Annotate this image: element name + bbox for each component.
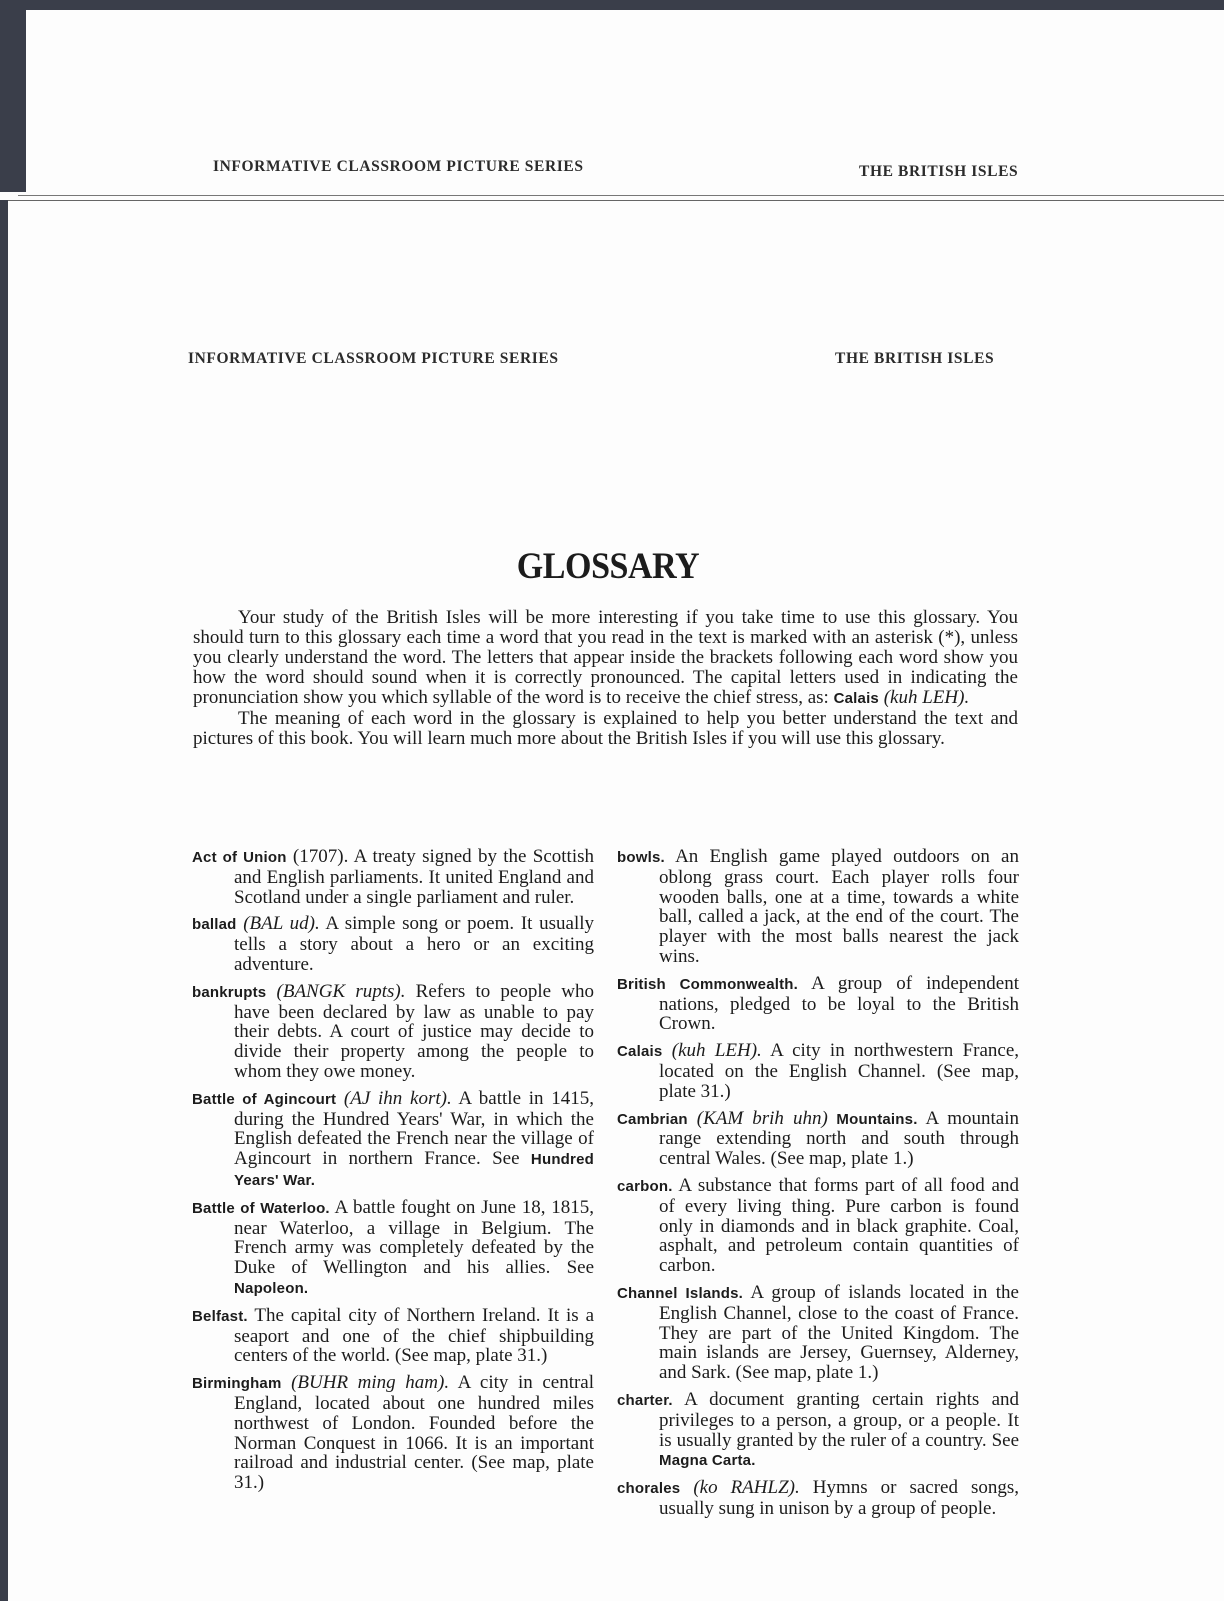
entry-definition: An English game played outdoors on an oblong grass court. Each player rolls four wooden balls, one at a time, towards a white ball, called a jack, at the end of the court. The player with the most balls nearest the jack wins.: [659, 846, 1019, 967]
entry-definition: A mountain range extending north and south through central Wales. (See map, plate 1.): [659, 1107, 1019, 1170]
entry-term: Battle of Agincourt: [192, 1090, 337, 1108]
glossary-entry: [617, 847, 1019, 967]
entry-definition: The capital city of Northern Ireland. It is a seaport and one of the chief shipbuilding centers of the world. (See map, plate 31.): [234, 1304, 594, 1367]
glossary-entry: [192, 1198, 594, 1299]
entry-term: British Commonwealth.: [617, 975, 799, 993]
glossary-entry: [192, 982, 594, 1082]
entry-term: bankrupts: [192, 983, 267, 1001]
glossary-entry: [617, 1176, 1019, 1276]
glossary-entry: [192, 1306, 594, 1366]
glossary-column-left: [192, 847, 594, 1500]
entry-term: chorales: [617, 1480, 681, 1498]
entry-definition: A city in northwestern France, located on the English Channel. (See map, plate 31.): [659, 1040, 1020, 1102]
entry-term: Battle of Waterloo.: [192, 1199, 330, 1217]
glossary-column-right: [617, 847, 1019, 1526]
glossary-entry: [617, 1283, 1019, 1383]
entry-pronunciation: (KAM brih uhn): [687, 1107, 828, 1129]
glossary-entry: [192, 847, 594, 907]
back-header-title: THE BRITISH ISLES: [859, 163, 1019, 180]
entry-term: Birmingham: [192, 1375, 282, 1393]
back-header-series: INFORMATIVE CLASSROOM PICTURE SERIES: [213, 158, 584, 175]
entry-definition: A substance that forms part of all food and of every living thing. Pure carbon is found only in diamonds and in black graphite. Coal, asphalt, and petroleum contain quantities of carbon.: [659, 1174, 1019, 1277]
entry-term: ballad: [192, 916, 237, 934]
entry-definition: A group of independent nations, pledged to be loyal to the British Crown.: [659, 972, 1019, 1035]
entry-definition: A battle fought on June 18, 1815, near Waterloo, a village in Belgium. The French army was completely defeated by the Duke of Wellington and his allies. See: [234, 1196, 595, 1279]
header-title: THE BRITISH ISLES: [835, 350, 995, 367]
glossary-entry: [617, 974, 1019, 1034]
glossary-entry: [192, 1089, 594, 1191]
glossary-entry: [192, 1373, 594, 1493]
entry-term: charter.: [617, 1391, 673, 1409]
glossary-entry: [617, 1109, 1019, 1169]
entry-term: bowls.: [617, 849, 665, 866]
entry-definition: A group of islands located in the English Channel, close to the coast of France. They are part of the United Kingdom. The main islands are Jersey, Guernsey, Alderney, and Sark. (See map, plate 1.): [659, 1281, 1019, 1384]
entry-pronunciation: (ko RAHLZ).: [680, 1477, 800, 1499]
glossary-entry: [617, 1478, 1019, 1519]
entry-definition: A battle in 1415, during the Hundred Years' War, in which the English defeated the French near the village of Agincourt in northern France. See: [234, 1087, 594, 1170]
entry-term: Calais: [617, 1043, 663, 1061]
entry-pronunciation: (kuh LEH).: [662, 1040, 762, 1062]
glossary-entry: [617, 1041, 1019, 1101]
entry-term: Channel Islands.: [617, 1284, 744, 1302]
entry-term: carbon.: [617, 1177, 673, 1195]
intro-paragraph-text: Your study of the British Isles will be more interesting if you take time to use this glossary. You should turn to this glossary each time a word that you read in the text is marked with an asterisk (*), unless you clearly understand the word. The letters that appear inside the brackets following each word show you how the word should sound when it is correctly pronounced. The capital letters used in indicating the pronunciation show you which syllable of the word is to receive the chief stress, as:: [193, 607, 1018, 708]
entry-definition: Hymns or sacred songs, usually sung in unison by a group of people.: [659, 1477, 1019, 1519]
entry-cross-reference: Hundred Years' War.: [234, 1151, 594, 1189]
entry-cross-reference: Magna Carta.: [659, 1452, 756, 1470]
intro-paragraph: [193, 608, 1018, 709]
example-term: Calais: [833, 690, 879, 707]
header-series: INFORMATIVE CLASSROOM PICTURE SERIES: [188, 350, 559, 367]
entry-term: Belfast.: [192, 1307, 248, 1325]
entry-definition: A document granting certain rights and privileges to a person, a group, or a people. It is usually granted by the ruler of a country. See: [659, 1388, 1019, 1451]
entry-pronunciation: (AJ ihn kort).: [336, 1087, 452, 1109]
entry-term: Mountains.: [827, 1110, 918, 1128]
entry-term: Act of Union: [192, 849, 287, 866]
intro-text: [193, 608, 1018, 749]
entry-pronunciation: (BANGK rupts).: [266, 980, 406, 1002]
example-pronunciation: (kuh LEH).: [883, 687, 970, 708]
back-page-sheet: [26, 10, 1224, 193]
entry-pronunciation: (BAL ud).: [236, 913, 320, 935]
entry-definition: A city in central England, located about one hundred miles northwest of London. Founded before the Norman Conquest in 1066. It is an important railroad and industrial center. (See map, plate 31.): [234, 1372, 595, 1494]
front-page-sheet: [8, 200, 1224, 1601]
entry-cross-reference: Napoleon.: [234, 1279, 309, 1297]
entry-definition: Refers to people who have been declared by law as unable to pay their debts. A court of justice may decide to divide their property among the people to whom they owe money.: [234, 980, 595, 1082]
page-title: GLOSSARY: [516, 546, 700, 587]
glossary-entry: [617, 1390, 1019, 1471]
glossary-entry: [192, 914, 594, 974]
entry-definition: A simple song or poem. It usually tells a story about a hero or an exciting adventure.: [234, 913, 595, 975]
entry-pronunciation: (BUHR ming ham).: [281, 1372, 450, 1394]
entry-definition: (1707). A treaty signed by the Scottish and English parliaments. It united England and Scotland under a single parliament and ruler.: [234, 846, 594, 908]
intro-paragraph: The meaning of each word in the glossary is explained to help you better understand the text and pictures of this book. You will learn much more about the British Isles if you will use this glossary.: [193, 708, 1018, 749]
entry-term: Cambrian: [617, 1110, 688, 1128]
page-edge-divider: [0, 192, 1224, 200]
